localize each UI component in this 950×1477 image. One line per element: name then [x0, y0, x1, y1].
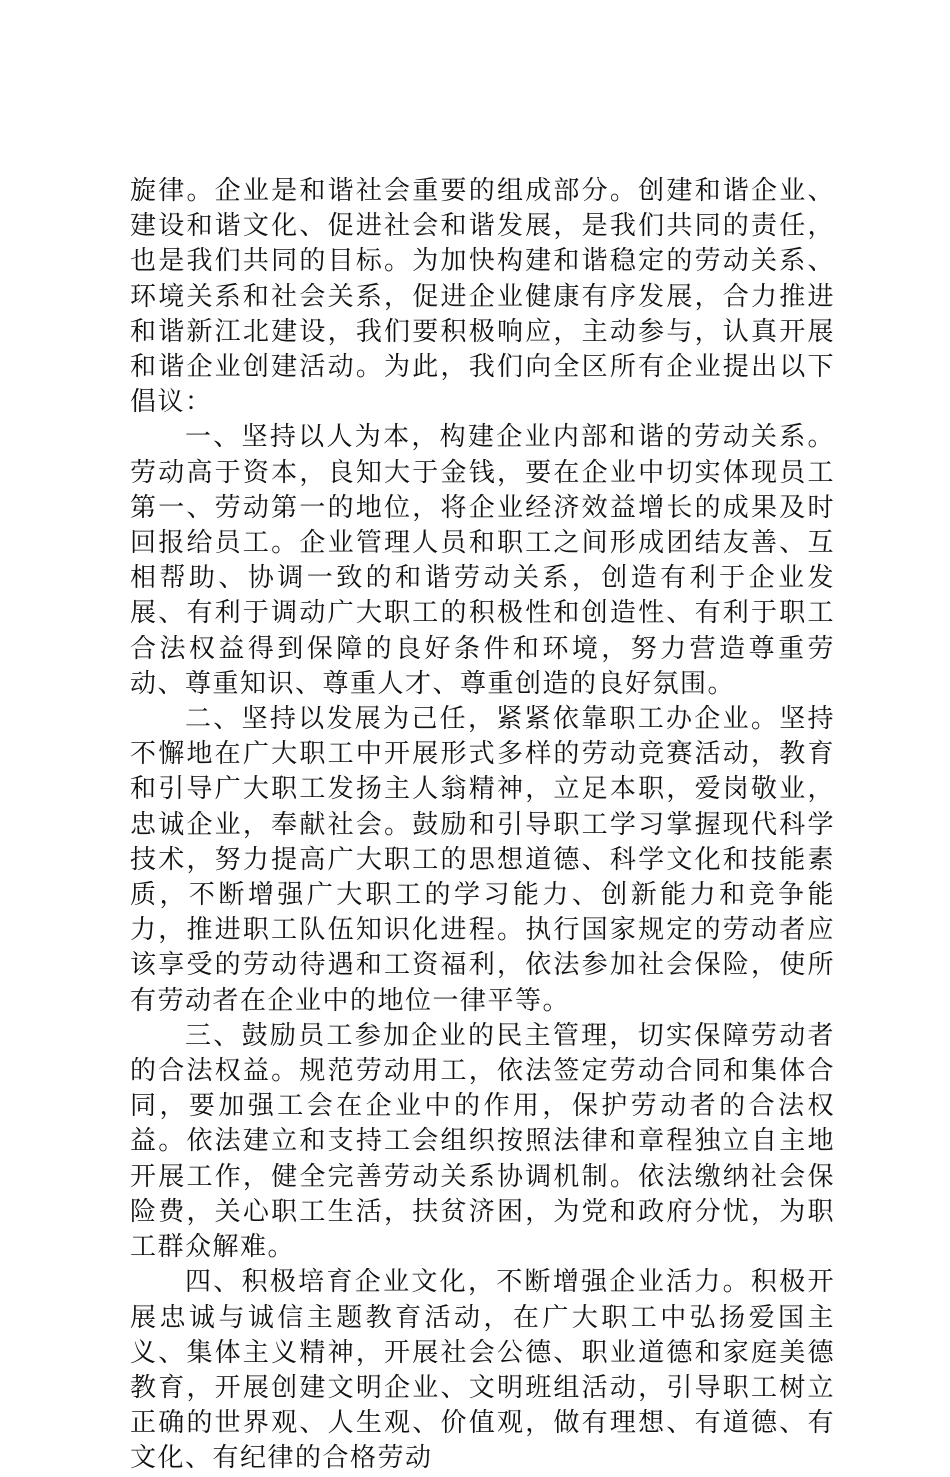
- paragraph-point-four: 四、积极培育企业文化，不断增强企业活力。积极开展忠诚与诚信主题教育活动，在广大职工中弘扬爱国主义、集体主义精神，开展社会公德、职业道德和家庭美德教育，开展创建文明企业、文明班组活动，引导职工树立正确的世界观、人生观、价值观，做有理想、有道德、有文化、有纪律的合格劳动: [130, 1267, 835, 1474]
- paragraph-point-one: 一、坚持以人为本，构建企业内部和谐的劳动关系。劳动高于资本，良知大于金钱，要在企业中切实体现员工第一、劳动第一的地位，将企业经济效益增长的成果及时回报给员工。企业管理人员和职工之间形成团结友善、互相帮助、协调一致的和谐劳动关系，创造有利于企业发展、有利于调动广大职工的积极性和创造性、有利于职工合法权益得到保障的良好条件和环境，努力营造尊重劳动、尊重知识、尊重人才、尊重创造的良好氛围。: [130, 422, 835, 699]
- paragraph-intro-continuation: 旋律。企业是和谐社会重要的组成部分。创建和谐企业、建设和谐文化、促进社会和谐发展，是我们共同的责任，也是我们共同的目标。为加快构建和谐稳定的劳动关系、环境关系和社会关系，促进企业健康有序发展，合力推进和谐新江北建设，我们要积极响应，主动参与，认真开展和谐企业创建活动。为此，我们向全区所有企业提出以下倡议：: [130, 176, 835, 418]
- document-body: [130, 174, 835, 1477]
- paragraph-point-two: 二、坚持以发展为己任，紧紧依靠职工办企业。坚持不懈地在广大职工中开展形式多样的劳动竞赛活动，教育和引导广大职工发扬主人翁精神，立足本职，爱岗敬业，忠诚企业，奉献社会。鼓励和引导职工学习掌握现代科学技术，努力提高广大职工的思想道德、科学文化和技能素质，不断增强广大职工的学习能力、创新能力和竞争能力，推进职工队伍知识化进程。执行国家规定的劳动者应该享受的劳动待遇和工资福利，依法参加社会保险，使所有劳动者在企业中的地位一律平等。: [130, 704, 835, 1016]
- paragraph-point-three: 三、鼓励员工参加企业的民主管理，切实保障劳动者的合法权益。规范劳动用工，依法签定劳动合同和集体合同，要加强工会在企业中的作用，保护劳动者的合法权益。依法建立和支持工会组织按照法律和章程独立自主地开展工作，健全完善劳动关系协调机制。依法缴纳社会保险费，关心职工生活，扶贫济困，为党和政府分忧，为职工群众解难。: [130, 1020, 835, 1263]
